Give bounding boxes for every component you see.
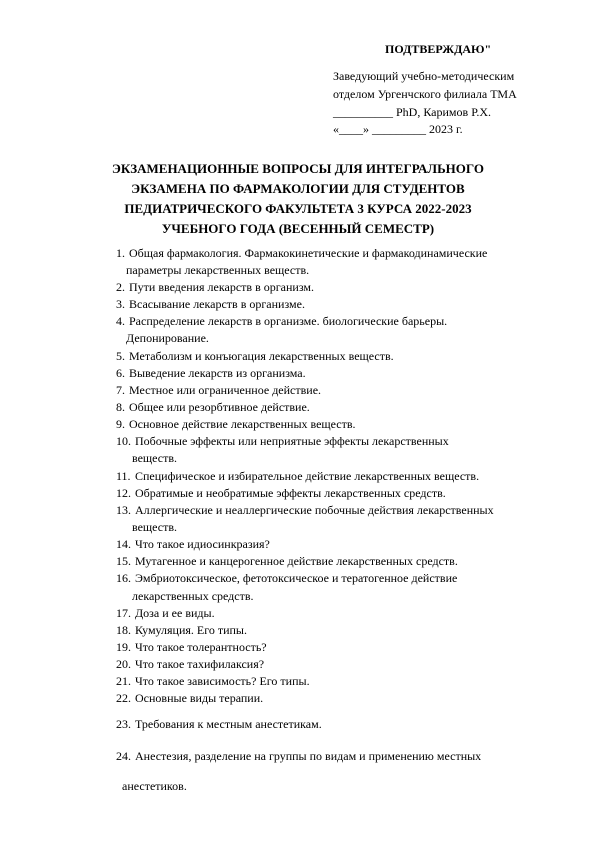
question-text: Основные виды терапии.	[132, 691, 264, 705]
approval-line: отделом Ургенчского филиала ТМА	[333, 87, 517, 101]
question-text: Что такое толерантность?	[132, 640, 267, 654]
question-item	[116, 296, 305, 313]
question-item	[116, 748, 481, 765]
approval-line: «____» _________ 2023 г.	[333, 122, 463, 136]
question-text-continuation: веществ.	[132, 520, 178, 534]
question-text: Эмбриотоксическое, фетотоксическое и тератогенное действие	[132, 571, 458, 585]
title-line: ЭКЗАМЕНА ПО ФАРМАКОЛОГИИ ДЛЯ СТУДЕНТОВ	[131, 181, 465, 196]
question-item	[116, 399, 310, 416]
question-text: Кумуляция. Его типы.	[132, 623, 247, 637]
question-text: Что такое зависимость? Его типы.	[132, 674, 310, 688]
question-number: 2.	[116, 280, 125, 294]
question-number: 22.	[116, 691, 131, 705]
question-number: 15.	[116, 554, 131, 568]
question-number: 13.	[116, 503, 131, 517]
title-line: ПЕДИАТРИЧЕСКОГО ФАКУЛЬТЕТА 3 КУРСА 2022-2023	[124, 201, 472, 216]
question-item	[116, 622, 247, 639]
question-number: 23.	[116, 717, 131, 731]
question-text: Общая фармакология. Фармакокинетические и фармакодинамические	[126, 246, 488, 260]
question-item	[116, 313, 447, 330]
question-text: Специфическое и избирательное действие лекарственных веществ.	[132, 469, 480, 483]
question-number: 17.	[116, 606, 131, 620]
question-number: 19.	[116, 640, 131, 654]
question-item	[116, 382, 321, 399]
question-text-continuation: лекарственных средств.	[132, 589, 254, 603]
question-text: Доза и ее виды.	[132, 606, 215, 620]
question-item	[116, 365, 306, 382]
question-text: Побочные эффекты или неприятные эффекты лекарственных	[132, 434, 449, 448]
question-text-continuation: анестетиков.	[122, 779, 187, 793]
question-text: Мутагенное и канцерогенное действие лекарственных средств.	[132, 554, 458, 568]
question-number: 20.	[116, 657, 131, 671]
question-number: 24.	[116, 749, 131, 763]
title-line: УЧЕБНОГО ГОДА (ВЕСЕННЫЙ СЕМЕСТР)	[161, 221, 435, 236]
question-item	[116, 245, 487, 262]
question-number: 11.	[116, 469, 131, 483]
question-text: Местное или ограниченное действие.	[126, 383, 322, 397]
question-number: 18.	[116, 623, 131, 637]
question-item	[116, 716, 322, 733]
question-text: Что такое тахифилаксия?	[132, 657, 265, 671]
question-number: 12.	[116, 486, 131, 500]
question-item	[116, 605, 215, 622]
question-item	[116, 553, 458, 570]
question-text: Метаболизм и конъюгация лекарственных веществ.	[126, 349, 394, 363]
question-item	[116, 673, 310, 690]
question-text-continuation: Депонирование.	[126, 331, 209, 345]
question-text: Основное действие лекарственных веществ.	[126, 417, 356, 431]
question-number: 10.	[116, 434, 131, 448]
question-number: 7.	[116, 383, 125, 397]
question-number: 16.	[116, 571, 131, 585]
title-line: ЭКЗАМЕНАЦИОННЫЕ ВОПРОСЫ ДЛЯ ИНТЕГРАЛЬНОГО	[112, 161, 484, 176]
question-item	[116, 468, 479, 485]
question-text: Общее или резорбтивное действие.	[126, 400, 310, 414]
question-text: Что такое идиосинкразия?	[132, 537, 270, 551]
question-item	[116, 656, 264, 673]
question-text-continuation: параметры лекарственных веществ.	[126, 263, 310, 277]
question-text: Распределение лекарств в организме. биологические барьеры.	[126, 314, 448, 328]
question-item	[116, 502, 494, 519]
question-number: 5.	[116, 349, 125, 363]
question-text-continuation: веществ.	[132, 451, 178, 465]
question-item	[116, 485, 446, 502]
question-number: 3.	[116, 297, 125, 311]
question-text: Анестезия, разделение на группы по видам и применению местных	[132, 749, 482, 763]
question-text: Требования к местным анестетикам.	[132, 717, 322, 731]
question-number: 4.	[116, 314, 125, 328]
question-text: Аллергические и неаллергические побочные действия лекарственных	[132, 503, 494, 517]
question-number: 21.	[116, 674, 131, 688]
approval-heading: ПОДТВЕРЖДАЮ"	[385, 42, 492, 56]
question-text: Пути введения лекарств в организм.	[126, 280, 315, 294]
question-item	[116, 279, 314, 296]
question-text: Обратимые и необратимые эффекты лекарственных средств.	[132, 486, 446, 500]
question-item	[116, 348, 394, 365]
question-number: 6.	[116, 366, 125, 380]
question-number: 8.	[116, 400, 125, 414]
approval-line: Заведующий учебно-методическим	[333, 69, 515, 83]
question-item	[116, 570, 457, 587]
question-number: 14.	[116, 537, 131, 551]
question-item	[116, 433, 449, 450]
question-text: Выведение лекарств из организма.	[126, 366, 306, 380]
question-item	[116, 690, 263, 707]
question-text: Всасывание лекарств в организме.	[126, 297, 305, 311]
approval-line: __________ PhD, Каримов Р.Х.	[333, 105, 492, 119]
question-number: 1.	[116, 246, 125, 260]
question-item	[116, 639, 267, 656]
question-number: 9.	[116, 417, 125, 431]
question-item	[116, 536, 270, 553]
document-title	[60, 159, 536, 239]
question-item	[116, 416, 356, 433]
